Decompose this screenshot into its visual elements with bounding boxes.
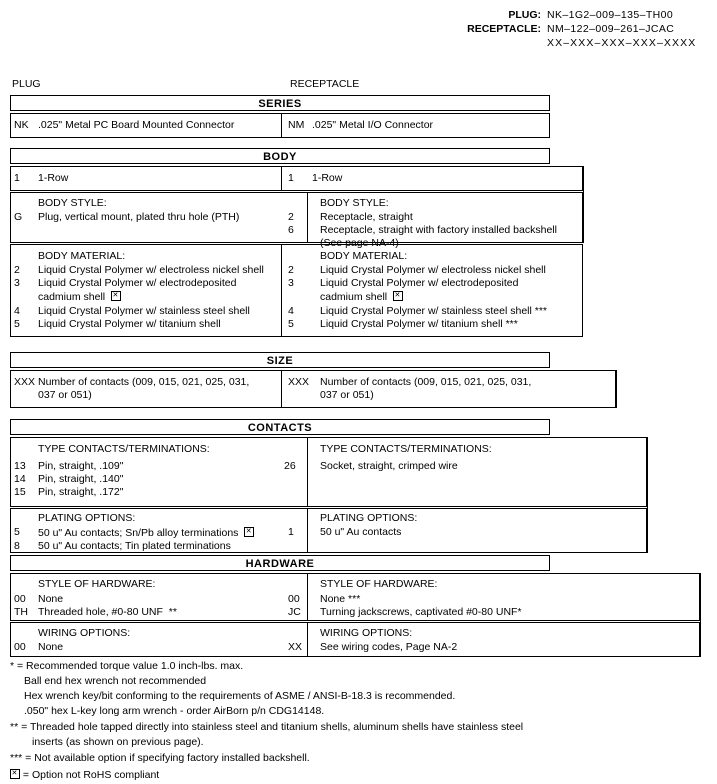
plug-column-heading: PLUG xyxy=(12,78,41,90)
bracket-size xyxy=(616,370,617,408)
body-rows-plug-text: 1-Row xyxy=(38,172,69,184)
section-bar-series: SERIES xyxy=(10,95,550,111)
body-material-plug-header: BODY MATERIAL: xyxy=(38,250,126,262)
footnote-1-line-4: .050" hex L-key long arm wrench - order AirBorn p/n CDG14148. xyxy=(24,705,325,717)
body-style-plug-header: BODY STYLE: xyxy=(38,197,107,209)
hardware-style-recep-text-1: Turning jackscrews, captivated #0-80 UNF* xyxy=(320,606,522,618)
body-style-recep-code-0: 2 xyxy=(288,211,294,223)
hardware-wiring-divider xyxy=(307,622,308,657)
hardware-wiring-recep-text-0: See wiring codes, Page NA-2 xyxy=(320,641,458,653)
section-bar-size: SIZE xyxy=(10,352,550,368)
section-bar-body: BODY xyxy=(10,148,550,164)
rohs-marker-icon xyxy=(244,527,254,537)
generic-part-number-row xyxy=(467,36,705,50)
body-material-plug-code-4: 5 xyxy=(14,318,20,330)
footnote-3: *** = Not available option if specifying factory installed backshell. xyxy=(10,752,310,764)
body-material-plug-text-4: Liquid Crystal Polymer w/ titanium shell xyxy=(38,318,221,330)
contacts-type-recep-code-0: 26 xyxy=(284,460,296,472)
series-divider xyxy=(281,113,282,138)
body-style-recep-text-0: Receptacle, straight xyxy=(320,211,413,223)
series-receptacle-code: NM xyxy=(288,119,305,131)
body-material-recep-text-1: Liquid Crystal Polymer w/ electrodeposited xyxy=(320,277,519,289)
body-rows-divider xyxy=(281,166,282,191)
body-material-recep-code-1: 3 xyxy=(288,277,294,289)
hardware-style-recep-code-1: JC xyxy=(288,606,301,618)
hardware-style-divider xyxy=(307,573,308,621)
contacts-type-plug-text-2: Pin, straight, .172" xyxy=(38,486,124,498)
contacts-type-recep-text-0: Socket, straight, crimped wire xyxy=(320,460,458,472)
hardware-style-plug-header: STYLE OF HARDWARE: xyxy=(38,578,156,590)
hardware-style-plug-code-1: TH xyxy=(14,606,28,618)
body-material-plug-text-1: Liquid Crystal Polymer w/ electrodeposited xyxy=(38,277,237,289)
contacts-plating-plug-text-0-wrap xyxy=(38,526,254,541)
size-divider xyxy=(281,370,282,408)
hardware-style-plug-code-0: 00 xyxy=(14,593,26,605)
body-style-divider xyxy=(307,192,308,243)
rohs-marker-icon xyxy=(393,291,403,301)
contacts-type-divider xyxy=(307,437,308,507)
size-recep-code: XXX xyxy=(288,376,310,388)
contacts-plating-plug-header: PLATING OPTIONS: xyxy=(38,512,136,524)
body-material-recep-text-0: Liquid Crystal Polymer w/ electroless nickel shell xyxy=(320,264,546,276)
body-material-plug-code-3: 4 xyxy=(14,305,20,317)
hardware-wiring-recep-header: WIRING OPTIONS: xyxy=(320,627,413,639)
footnote-2-line-1: ** = Threaded hole tapped directly into stainless steel and titanium shells, aluminum shells have stainless steel xyxy=(10,721,524,733)
contacts-type-plug-text-1: Pin, straight, .140" xyxy=(38,473,124,485)
part-number-examples xyxy=(467,8,705,50)
contacts-type-recep-header: TYPE CONTACTS/TERMINATIONS: xyxy=(320,443,492,455)
contacts-plating-recep-text-0: 50 u" Au contacts xyxy=(320,526,402,538)
body-style-plug-text-0: Plug, vertical mount, plated thru hole (PTH) xyxy=(38,211,240,223)
rohs-marker-icon xyxy=(10,769,20,779)
body-style-recep-code-1: 6 xyxy=(288,224,294,236)
receptacle-column-heading: RECEPTACLE xyxy=(290,78,360,90)
body-style-recep-text-1: Receptacle, straight with factory installed backshell xyxy=(320,224,557,236)
body-rows-recep-text: 1-Row xyxy=(312,172,343,184)
contacts-plating-recep-header: PLATING OPTIONS: xyxy=(320,512,418,524)
body-style-recep-header: BODY STYLE: xyxy=(320,197,389,209)
size-plug-code: XXX xyxy=(14,376,36,388)
body-material-plug-text-2: cadmium shell xyxy=(38,291,106,303)
footnotes-block xyxy=(10,660,700,767)
body-style-recep-text-2: (See page NA-4) xyxy=(320,237,399,249)
receptacle-part-number-value: NM–122–009–261–JCAC xyxy=(547,23,675,35)
generic-part-number-value: XX–XXX–XXX–XXX–XXXX xyxy=(547,37,697,49)
body-material-plug-text-3: Liquid Crystal Polymer w/ stainless steel shell xyxy=(38,305,250,317)
plug-part-number-label: PLUG: xyxy=(508,9,541,21)
rohs-legend-text: = Option not RoHS compliant xyxy=(22,769,160,781)
body-material-plug-text-2-wrap xyxy=(38,290,121,305)
body-style-plug-code-0: G xyxy=(14,211,23,223)
hardware-style-plug-text-0: None xyxy=(38,593,64,605)
body-material-recep-code-3: 4 xyxy=(288,305,294,317)
body-rows-recep-code: 1 xyxy=(288,172,294,184)
rohs-legend xyxy=(10,768,159,781)
footnote-1-line-1: * = Recommended torque value 1.0 inch-lbs. max. xyxy=(10,660,244,672)
hardware-style-recep-code-0: 00 xyxy=(288,593,300,605)
section-bar-hardware: HARDWARE xyxy=(10,555,550,571)
receptacle-part-number-label: RECEPTACLE: xyxy=(467,23,541,35)
hardware-style-recep-header: STYLE OF HARDWARE: xyxy=(320,578,438,590)
contacts-plating-plug-code-0: 5 xyxy=(14,526,20,538)
size-recep-line2: 037 or 051) xyxy=(320,389,374,401)
contacts-type-plug-text-0: Pin, straight, .109" xyxy=(38,460,124,472)
contacts-plating-plug-text-1: 50 u" Au contacts; Tin plated terminations xyxy=(38,540,231,552)
hardware-wiring-plug-text-0: None xyxy=(38,641,64,653)
bracket-hardware xyxy=(700,573,701,657)
hardware-style-recep-text-0: None *** xyxy=(320,593,361,605)
body-material-plug-text-0: Liquid Crystal Polymer w/ electroless nickel shell xyxy=(38,264,264,276)
series-plug-code: NK xyxy=(14,119,29,131)
body-material-plug-code-1: 3 xyxy=(14,277,20,289)
hardware-style-plug-text-1: Threaded hole, #0-80 UNF ** xyxy=(38,606,177,618)
body-rows-group-box xyxy=(10,166,583,191)
series-right-edge xyxy=(549,113,550,138)
hardware-wiring-plug-code-0: 00 xyxy=(14,641,26,653)
hardware-wiring-recep-code-0: XX xyxy=(288,641,303,653)
footnote-1-line-2: Ball end hex wrench not recommended xyxy=(24,675,207,687)
body-material-plug-code-0: 2 xyxy=(14,264,20,276)
contacts-plating-plug-text-0: 50 u" Au contacts; Sn/Pb alloy terminations xyxy=(38,527,239,539)
section-bar-contacts: CONTACTS xyxy=(10,419,550,435)
bracket-contacts xyxy=(647,437,648,553)
size-recep-line1: Number of contacts (009, 015, 021, 025, 031, xyxy=(320,376,532,388)
plug-part-number-row xyxy=(467,8,705,22)
body-material-recep-text-2: cadmium shell xyxy=(320,291,388,303)
size-plug-line2: 037 or 051) xyxy=(38,389,92,401)
contacts-type-plug-header: TYPE CONTACTS/TERMINATIONS: xyxy=(38,443,210,455)
series-plug-text: .025" Metal PC Board Mounted Connector xyxy=(38,119,235,131)
hardware-wiring-plug-header: WIRING OPTIONS: xyxy=(38,627,131,639)
plug-part-number-value: NK–1G2–009–135–TH00 xyxy=(547,9,674,21)
bracket-body-style xyxy=(583,166,584,243)
body-material-recep-text-3: Liquid Crystal Polymer w/ stainless steel shell *** xyxy=(320,305,548,317)
size-plug-line1: Number of contacts (009, 015, 021, 025, 031, xyxy=(38,376,250,388)
body-material-recep-code-4: 5 xyxy=(288,318,294,330)
body-material-divider xyxy=(281,244,282,337)
contacts-plating-plug-code-1: 8 xyxy=(14,540,20,552)
series-receptacle-text: .025" Metal I/O Connector xyxy=(312,119,434,131)
rohs-marker-icon xyxy=(111,291,121,301)
body-material-recep-code-0: 2 xyxy=(288,264,294,276)
contacts-type-plug-code-1: 14 xyxy=(14,473,26,485)
body-material-recep-text-4: Liquid Crystal Polymer w/ titanium shell *** xyxy=(320,318,518,330)
body-material-recep-header: BODY MATERIAL: xyxy=(320,250,408,262)
receptacle-part-number-row xyxy=(467,22,705,36)
contacts-plating-divider xyxy=(307,508,308,553)
body-rows-plug-code: 1 xyxy=(14,172,20,184)
body-material-recep-text-2-wrap xyxy=(320,290,403,305)
footnote-1-line-3: Hex wrench key/bit conforming to the requirements of ASME / ANSI-B-18.3 is recommended. xyxy=(24,690,456,702)
footnote-2-line-2: inserts (as shown on previous page). xyxy=(32,736,204,748)
contacts-type-plug-code-0: 13 xyxy=(14,460,26,472)
contacts-plating-recep-code-0: 1 xyxy=(288,526,294,538)
contacts-type-plug-code-2: 15 xyxy=(14,486,26,498)
